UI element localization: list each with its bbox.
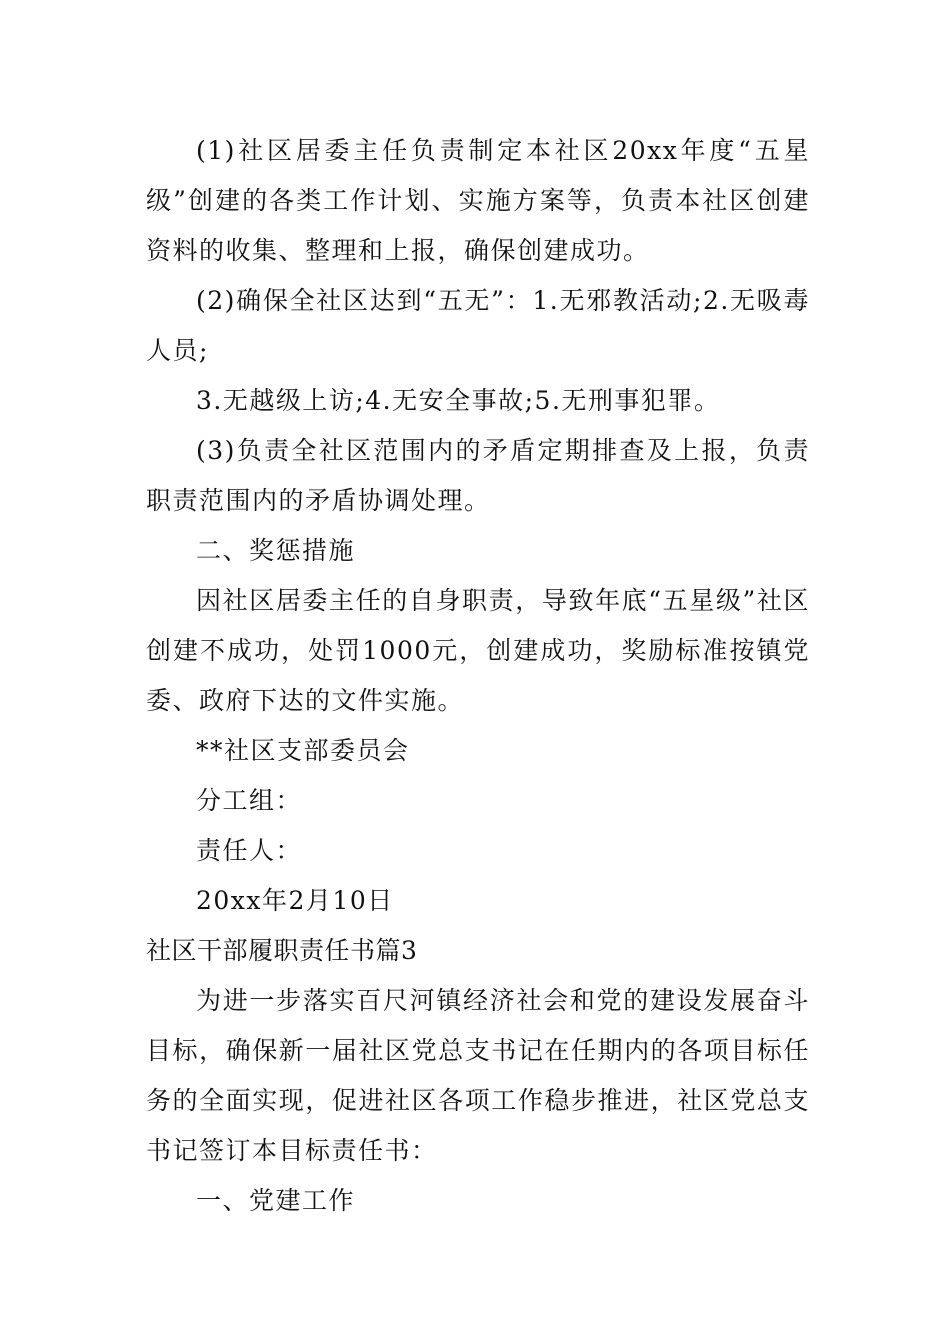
signature-org: **社区支部委员会 (196, 736, 410, 765)
signature-person: 责任人： (196, 836, 303, 865)
paragraph-2: (2)确保全社区达到“五无”：1.无邪教活动;2.无吸毒人员; (146, 286, 810, 365)
signature-date: 20xx年2月10日 (196, 886, 394, 915)
section-heading-rewards: 二、奖惩措施 (196, 536, 356, 565)
document-body (146, 126, 810, 1226)
paragraph-12: 为进一步落实百尺河镇经济社会和党的建设发展奋斗目标，确保新一届社区党总支书记在任期内的各项目标任务的全面实现，促进社区各项工作稳步推进，社区党总支书记签订本目标责任书： (146, 986, 810, 1165)
paragraph-1: (1)社区居委主任负责制定本社区20xx年度“五星级”创建的各类工作计划、实施方案等，负责本社区创建资料的收集、整理和上报，确保创建成功。 (146, 136, 810, 265)
signature-group: 分工组： (196, 786, 303, 815)
section-heading-party: 一、党建工作 (196, 1186, 356, 1215)
paragraph-3: 3.无越级上访;4.无安全事故;5.无刑事犯罪。 (196, 386, 721, 415)
paragraph-4: (3)负责全社区范围内的矛盾定期排查及上报，负责职责范围内的矛盾协调处理。 (146, 436, 810, 515)
paragraph-6: 因社区居委主任的自身职责，导致年底“五星级”社区创建不成功，处罚1000元，创建成功，奖励标准按镇党委、政府下达的文件实施。 (146, 586, 810, 715)
document-title: 社区干部履职责任书篇3 (146, 936, 418, 965)
